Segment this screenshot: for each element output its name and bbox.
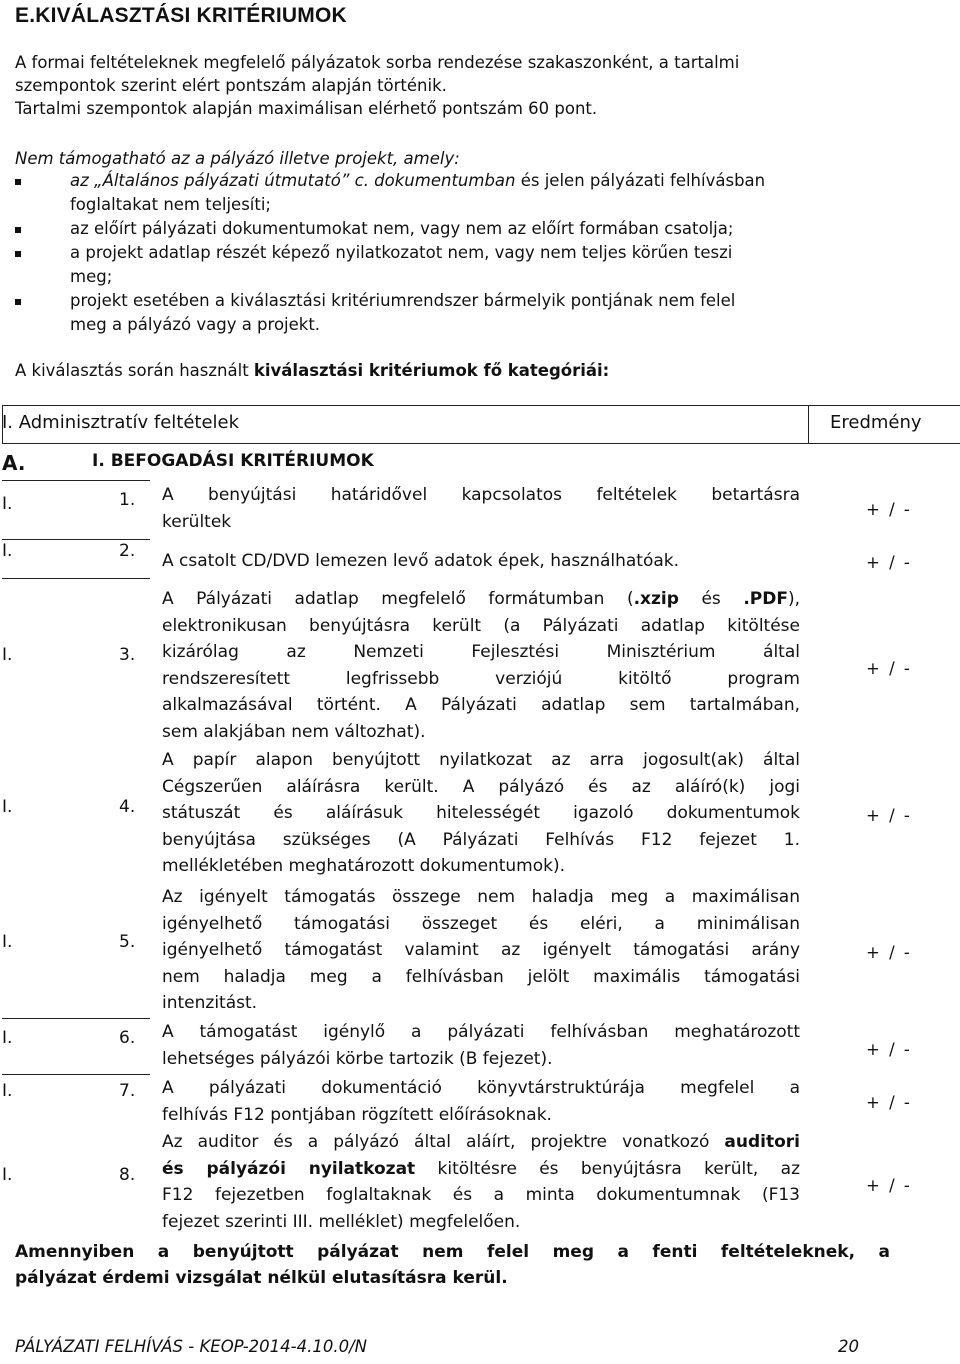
- closing-line-2: pályázat érdemi vizsgálat nélkül elutasításra kerül.: [15, 1268, 508, 1288]
- row-4-num: 4.: [119, 797, 136, 817]
- table-top-border: [2, 405, 960, 406]
- row-8-line: [162, 1156, 800, 1183]
- row-2-roman: I.: [2, 541, 13, 561]
- intro-line-3: Tartalmi szempontok alapján maximálisan elérhető pontszám 60 pont.: [15, 99, 598, 118]
- row-5-result: + / -: [866, 943, 912, 962]
- row-6-num: 6.: [119, 1028, 136, 1048]
- not-supported-heading: Nem támogatható az a pályázó illetve projekt, amely:: [15, 149, 460, 168]
- group-title: I. BEFOGADÁSI KRITÉRIUMOK: [92, 451, 374, 471]
- row-4-line: státuszát és aláírásuk hitelességét igazoló dokumentumok: [162, 803, 800, 824]
- categories-intro: [15, 360, 609, 382]
- row-border: [2, 1018, 150, 1019]
- row-1-result: + / -: [866, 500, 912, 519]
- row-8-line-1: és pályázói nyilatkozat kitöltésre és benyújtásra került, az: [162, 1158, 800, 1179]
- bullet-3-text: a projekt adatlap részét képező nyilatkozatot nem, vagy nem teljes körűen teszi: [70, 243, 733, 262]
- row-2-text: [162, 548, 800, 575]
- intro-line-2: szempontok szerint elért pontszám alapján történik.: [15, 76, 447, 95]
- bullet-square-icon: [15, 179, 21, 185]
- table-header-left: I. Adminisztratív feltételek: [2, 412, 240, 433]
- section-title: E.KIVÁLASZTÁSI KRITÉRIUMOK: [15, 4, 347, 27]
- row-8-num: 8.: [119, 1165, 136, 1185]
- row-4-line: mellékletében meghatározott dokumentumok).: [162, 856, 566, 877]
- row-6-line: lehetséges pályázói körbe tartozik (B fejezet).: [162, 1048, 553, 1069]
- row-3-result: + / -: [866, 659, 912, 678]
- bullet-1-line-2: foglaltakat nem teljesíti;: [70, 195, 271, 214]
- row-5-line: intenzitást.: [162, 993, 258, 1014]
- row-6-line: A támogatást igénylő a pályázati felhívásban meghatározott: [162, 1022, 800, 1042]
- row-5-roman: I.: [2, 932, 13, 952]
- row-1-num: 1.: [119, 490, 136, 510]
- bullet-4-text: projekt esetében a kiválasztási kritériumrendszer bármelyik pontjának nem felel: [70, 291, 736, 310]
- row-4-line: benyújtása szükséges (A Pályázati Felhívás F12 fejezet 1.: [162, 829, 800, 850]
- bullet-1-italic: az „Általános pályázati útmutató” c. dokumentumban: [70, 171, 516, 190]
- row-4-text: [162, 747, 800, 880]
- row-8-line: F12 fejezetben foglaltaknak és a minta dokumentumnak (F13: [162, 1185, 800, 1206]
- row-1-roman: I.: [2, 494, 13, 514]
- closing-line-1: Amennyiben a benyújtott pályázat nem felel meg a fenti feltételeknek, a: [15, 1242, 890, 1262]
- bullet-square-icon: [15, 299, 21, 305]
- row-7-text: [162, 1075, 800, 1128]
- row-5-text: [162, 884, 800, 1017]
- row-7-line: A pályázati dokumentáció könyvtárstruktúrája megfelel a: [162, 1078, 800, 1098]
- row-3-line: elektronikusan benyújtásra került (a Pályázati adatlap kitöltése: [162, 615, 800, 636]
- row-5-num: 5.: [119, 932, 136, 952]
- row-1-line: kerültek: [162, 511, 232, 532]
- row-3-line: kizárólag az Nemzeti Fejlesztési Minisztérium által: [162, 642, 800, 663]
- row-3-line: [162, 586, 800, 613]
- row-3-line: sem alakjában nem változhat).: [162, 721, 426, 742]
- row-border: [2, 539, 150, 540]
- row-3-line: alkalmazásával történt. A Pályázati adatlap sem tartalmában,: [162, 695, 800, 716]
- bullet-square-icon: [15, 227, 21, 233]
- row-5-line: Az igényelt támogatás összege nem haladja meg a maximálisan: [162, 887, 800, 907]
- row-2-num: 2.: [119, 541, 136, 561]
- footer-page-number: 20: [838, 1337, 859, 1356]
- row-5-line: igényelhető támogatási összeget és eléri, a minimálisan: [162, 913, 800, 934]
- row-2-result: + / -: [866, 553, 912, 572]
- table-header-border: [2, 443, 960, 444]
- categories-intro-plain: A kiválasztás során használt: [15, 361, 254, 380]
- row-7-line: felhívás F12 pontjában rögzített előírásoknak.: [162, 1104, 552, 1125]
- footer-left: PÁLYÁZATI FELHÍVÁS - KEOP-2014-4.10.0/N: [15, 1337, 368, 1356]
- row-1-line: A benyújtási határidővel kapcsolatos feltételek betartásra: [162, 485, 800, 505]
- bullet-4-line-2: meg a pályázó vagy a projekt.: [70, 315, 321, 334]
- row-5-line: igényelhető támogatást valamint az igényelt támogatási arány: [162, 940, 800, 961]
- row-1-text: [162, 482, 800, 535]
- row-5-line: nem haladja meg a felhívásban jelölt maximális támogatási: [162, 966, 800, 987]
- row-border: [2, 480, 150, 481]
- row-border: [2, 578, 150, 579]
- row-border: [2, 1074, 150, 1075]
- intro-line-1: A formai feltételeknek megfelelő pályázatok sorba rendezése szakaszonként, a tartalmi: [15, 53, 740, 72]
- group-letter: A.: [2, 451, 26, 475]
- bullet-square-icon: [15, 251, 21, 257]
- row-4-line: Cégszerűen aláírásra került. A pályázó és az aláíró(k) jogi: [162, 776, 800, 797]
- row-8-line: fejezet szerinti III. melléklet) megfelelően.: [162, 1211, 521, 1232]
- row-2-line: A csatolt CD/DVD lemezen levő adatok épek, használhatóak.: [162, 551, 680, 571]
- row-7-num: 7.: [119, 1081, 136, 1101]
- bullet-2-text: az előírt pályázati dokumentumokat nem, vagy nem az előírt formában csatolja;: [70, 219, 734, 238]
- row-4-roman: I.: [2, 797, 13, 817]
- bullet-3-line-2: meg;: [70, 267, 113, 286]
- row-8-text: [162, 1129, 800, 1235]
- row-6-result: + / -: [866, 1040, 912, 1059]
- table-header-divider: [808, 405, 809, 443]
- row-6-text: [162, 1019, 800, 1072]
- row-4-line: A papír alapon benyújtott nyilatkozat az arra jogosult(ak) által: [162, 750, 800, 770]
- row-3-line: rendszeresített legfrissebb verziójú kitöltő program: [162, 668, 800, 689]
- row-7-roman: I.: [2, 1081, 13, 1101]
- row-8-line-0: Az auditor és a pályázó által aláírt, projektre vonatkozó auditori: [162, 1132, 800, 1152]
- row-7-result: + / -: [866, 1093, 912, 1112]
- bullet-1-rest: és jelen pályázati felhívásban: [515, 171, 766, 190]
- row-3-num: 3.: [119, 645, 136, 665]
- row-3-line-0: A Pályázati adatlap megfelelő formátumban (.xzip és .PDF),: [162, 589, 801, 609]
- row-8-roman: I.: [2, 1165, 13, 1185]
- categories-intro-bold: kiválasztási kritériumok fő kategóriái:: [253, 361, 610, 380]
- table-header-right: Eredmény: [830, 412, 922, 433]
- row-8-result: + / -: [866, 1176, 912, 1195]
- row-6-roman: I.: [2, 1028, 13, 1048]
- row-3-text: [162, 586, 800, 746]
- row-8-line: [162, 1129, 800, 1156]
- row-3-roman: I.: [2, 645, 13, 665]
- row-4-result: + / -: [866, 806, 912, 825]
